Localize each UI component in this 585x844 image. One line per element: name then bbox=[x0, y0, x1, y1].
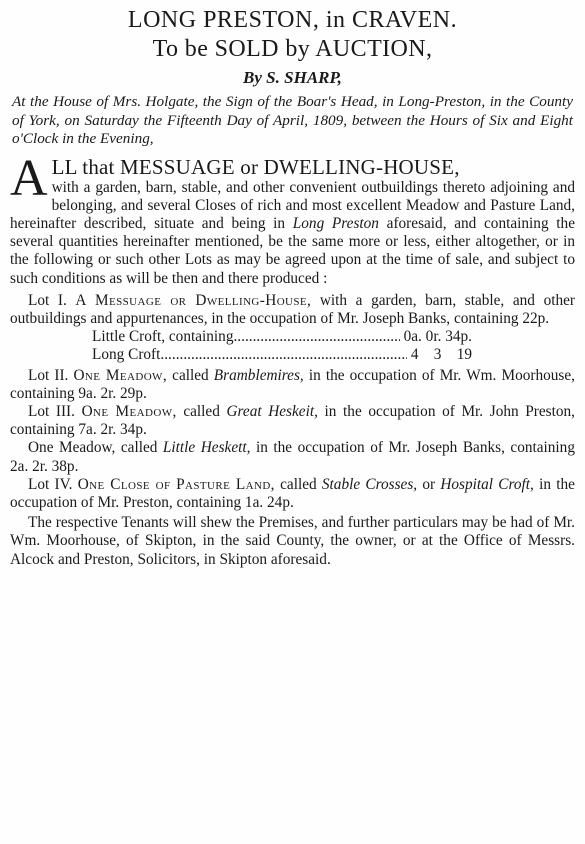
leader-dots bbox=[160, 346, 406, 364]
auctioneer-line: By S. SHARP, bbox=[243, 68, 342, 87]
lot-3b-field: Little Heskett, bbox=[162, 439, 251, 457]
intro-paragraph bbox=[10, 149, 575, 288]
lot-3-label: Lot III. bbox=[28, 402, 75, 420]
lot-4-text-b: or bbox=[417, 475, 441, 493]
lot-4-field-2: Hospital Croft, bbox=[440, 475, 534, 493]
lot-4 bbox=[10, 476, 575, 512]
lot-1-row-little-croft bbox=[8, 328, 472, 346]
lot-1-label: Lot I. bbox=[28, 291, 67, 309]
lot-2 bbox=[10, 367, 575, 403]
lot-3-title: One Meadow, bbox=[81, 402, 177, 420]
intro-place: Long Preston bbox=[292, 214, 379, 232]
lot-3-field: Great Heskeit, bbox=[226, 402, 318, 420]
closing-paragraph: The respective Tenants will shew the Premises, and further particulars may be had of Mr. Wm. Moorhouse, of Skipton, in the said County, the owner, or at the Office of Messrs. Alcock and Preston, Solicitors, in Skipton aforesaid. bbox=[10, 514, 575, 568]
row-value: 0a. 0r. 34p. bbox=[403, 328, 472, 346]
intro-text-after: aforesaid, and containing the several quantities hereinafter mentioned, be the same more or less, either altogether, or in the following or such other Lots as may be agreed upon at the time of sale, and subject to such conditions as will be then and there produced : bbox=[10, 214, 575, 287]
leader-dots bbox=[233, 328, 399, 346]
intro-text-before: with a garden, barn, stable, and other convenient outbuildings thereto adjoining and belonging, and several Closes of rich and most excellent Meadow and Pasture Land, hereinafter described, situate and being in bbox=[10, 178, 575, 232]
lot-4-title: One Close of Pasture Land, bbox=[77, 475, 275, 493]
drop-cap: A bbox=[10, 149, 48, 207]
venue-paragraph: At the House of Mrs. Holgate, the Sign of the Boar's Head, in Long-Preston, in the County of York, on Saturday the Fifteenth Day of April, 1809, between the Hours of Six and Eight o'Clock in the Evening, bbox=[12, 93, 573, 147]
lot-3-second-meadow bbox=[10, 439, 575, 475]
lot-1-title: A Messuage or Dwelling-House, bbox=[75, 291, 312, 309]
lot-3b-text-b: in the occupation of Mr. Joseph Banks, containing 2a. 2r. 38p. bbox=[10, 439, 575, 475]
lot-2-text-b: in the occupation of Mr. Wm. Moorhouse, containing 9a. 2r. 29p. bbox=[10, 366, 575, 402]
lot-3 bbox=[10, 403, 575, 439]
lot-4-text-a: called bbox=[274, 475, 322, 493]
lot-3-text-a: called bbox=[176, 402, 227, 420]
row-name: Long Croft bbox=[92, 346, 161, 364]
lot-3-text-b: in the occupation of Mr. John Preston, containing 7a. 2r. 34p. bbox=[10, 402, 575, 439]
lot-2-text-a: called bbox=[167, 366, 214, 384]
lot-1-text: with a garden, barn, stable, and other outbuildings and appurtenances, in the occupation of Mr. Joseph Banks, containing 22p. bbox=[10, 291, 575, 327]
row-name: Little Croft, containing bbox=[92, 328, 234, 346]
lot-2-field: Bramblemires, bbox=[213, 366, 304, 384]
row-value: 4 3 19 bbox=[410, 346, 472, 364]
headline-auction: To be SOLD by AUCTION, bbox=[152, 36, 433, 62]
lot-1-row-long-croft bbox=[8, 346, 472, 364]
lot-4-label: Lot IV. bbox=[28, 475, 73, 493]
lot-1 bbox=[10, 292, 575, 328]
lot-2-title: One Meadow, bbox=[73, 366, 168, 384]
lot-3b-text-a: One Meadow, called bbox=[28, 439, 163, 457]
lot-4-field-1: Stable Crosses, bbox=[321, 475, 418, 493]
lot-2-label: Lot II. bbox=[28, 366, 69, 384]
headline-location: LONG PRESTON, in CRAVEN. bbox=[127, 7, 458, 33]
intro-lead: LL that MESSUAGE or DWELLING-HOUSE, bbox=[51, 154, 460, 179]
lot-4-text-c: in the occupation of Mr. Preston, containing 1a. 24p. bbox=[10, 475, 575, 511]
